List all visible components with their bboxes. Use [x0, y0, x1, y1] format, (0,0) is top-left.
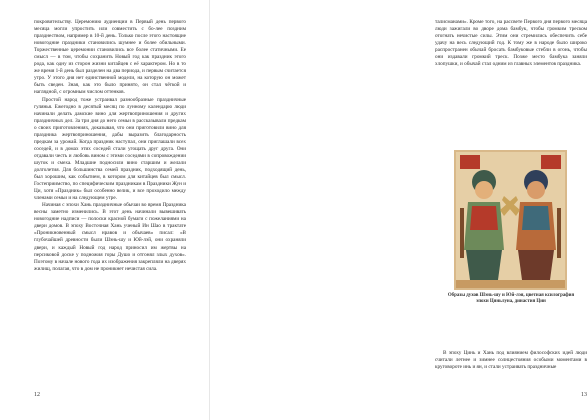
right-page-text	[435, 19, 587, 68]
paragraph: В эпоху Цинь и Хань под влиянием философских идей люди считали летнее и зимнее солнцестояния особыми моментами в круговороте инь и ян, и стали устраивать праздничные	[435, 350, 587, 371]
door-gods-illustration	[454, 150, 567, 290]
page-number: 12	[34, 392, 40, 398]
figure-caption: Образы духов Шэнь-шу и Юй-лэя, цветная ксилография эпохи Цяньлуна, династия Цин	[447, 293, 575, 304]
left-page-text	[34, 19, 186, 273]
right-page	[210, 0, 587, 420]
right-page-text-bottom	[435, 350, 587, 371]
paragraph: Простой народ тоже устраивал разнообразные праздничные гулянья. Ежегодно в десятый месяц по лунному календарю люди начинали делать дамские вино для жертвоприношения и других праздничных дел. За три дня до него семьи в рассказывали предкам о своих приготовлениях, доказывая, что они приготовили вино для праздника жертвоприношения, дабы выразить благодарность предкам за урожай. Когда праздник наступал, они приглашали всех соседей, и в домах этих соседей стали угощать друг друга. Они отдавали честь и любовь вином с этими соседями в сопровождении шуток и смеха. Младшие подносили вино старшим и желали долголетия. Для большинства семей праздник, подходящий день, был хорошим, как событием, в котором для китайцев был смысл. Гостеприимство, по специфическим праздникам в Праздники Жун и Ци, хотя «Праздник» был особенно велик, и все проходило между членами семьи и на следующем утре.	[34, 96, 186, 202]
page-number: 13	[581, 392, 587, 398]
paragraph: покровительству. Церемонию аудиенции в Первый день первого месяца могли упростить или совместить с бо-лее поздним празднеством, например в 10-й день. Только после этого настоящие новогодние праздники становились шумнее и более обильными. Торжественные церемонии становились все более статичными. Ее смысл — в том, чтобы сохранить Новый год как праздник этого рода, как одну из сторон жизни китайцев с её характером. Но в то же время 1-й день был разделен на два периода, и первым считается утро. У этого дня нет единственной модели, на которую он может быть сведен. Зная, как это было принято, он стал чёткой и наглядной, с огромным числом оттенков.	[34, 19, 186, 96]
paragraph: талисманами». Кроме того, на рассвете Первого дня первого месяца люди зажигали во дворе дома бамбук, чтобы громким треском отогнать нечистые силы. Этим они стремились обеспечить себе удачу на весь следующий год. К тому же в народе было широко распространен обычай бросать бамбуковые стебли в огонь, чтобы они издавали громкий треск. Позже место бамбука заняли хлопушки, и обычай стал одним из главных элементов праздника.	[435, 19, 587, 68]
left-page	[0, 0, 210, 420]
paragraph: Начиная с эпохи Хань праздничные обычаи во время Праздника весны заметно изменились. В этот день начинали вывешивать новогодние надписи — полоски красной бумаги с пожеланиями на двери домов. В эпоху Восточная Хань ученый Ин Шао в трактате «Проникновенный смысл нравов и обычаев» писал: «В глубочайшей древности были Шэнь-шу и Юй-лэй, они охраняли двери, и каждый Новый год народ приносил им жертвы на персиковой доске у подножия горы Душо и отгонял злых духов». Поэтому в начале нового года их изображения закрепляли на дверях жилищ, полагая, что в дом не проникнет нечистая сила.	[34, 202, 186, 272]
